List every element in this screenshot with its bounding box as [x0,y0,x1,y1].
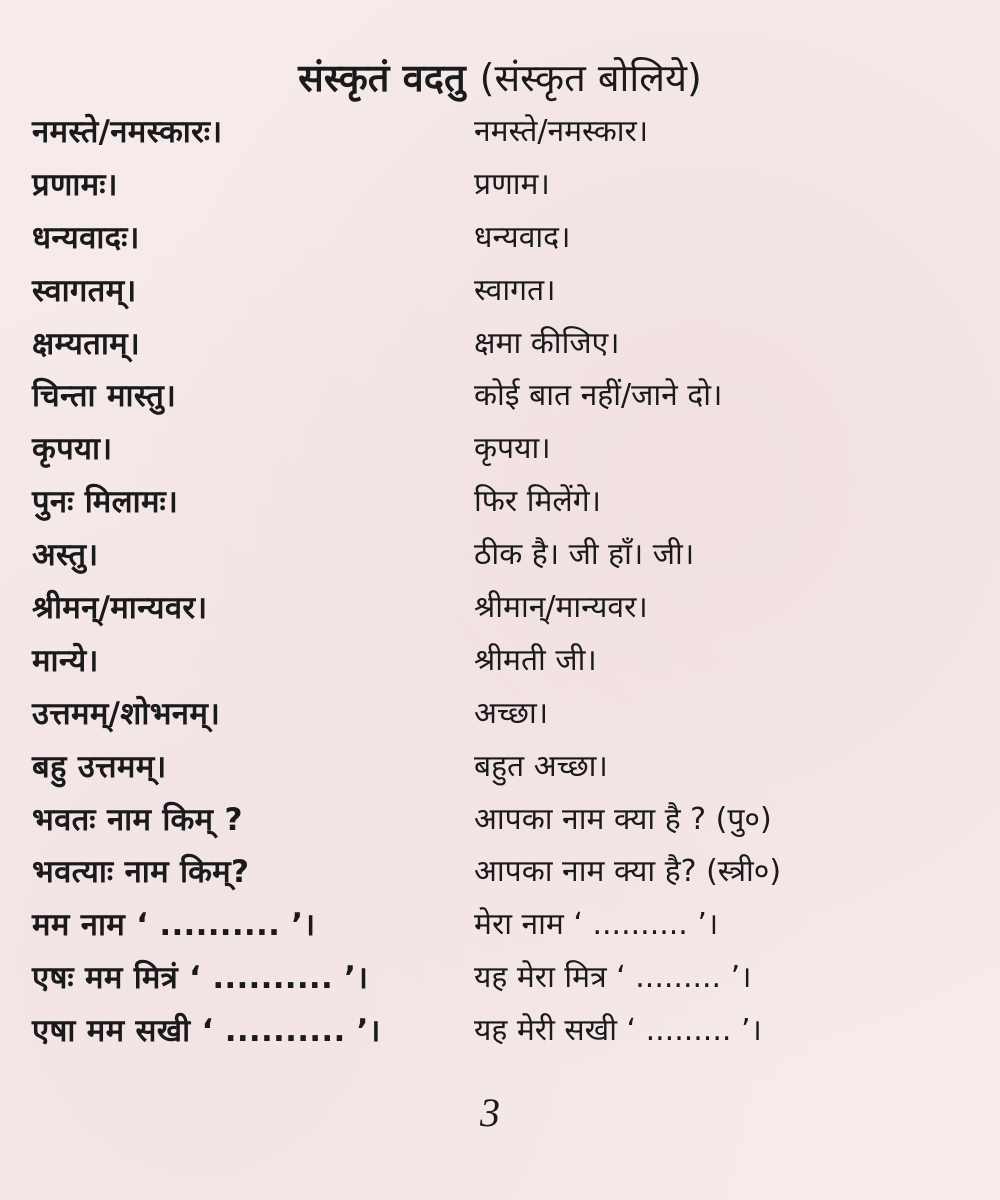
sanskrit-phrase: एषः मम मित्रं ‘ .......... ’। [32,960,369,997]
sanskrit-phrase: भवत्याः नाम किम्? [32,854,250,891]
phrase-row [0,741,1000,794]
hindi-translation: आपका नाम क्या है ? (पु०) [474,801,772,837]
phrase-row [0,265,1000,318]
sanskrit-phrase: श्रीमन्/मान्यवर। [32,590,208,627]
hindi-translation: बहुत अच्छा। [474,748,608,784]
hindi-translation: स्वागत। [474,272,556,308]
hindi-translation: कोई बात नहीं/जाने दो। [474,378,723,414]
phrase-row [0,794,1000,847]
sanskrit-phrase: अस्तु। [32,537,99,574]
heading-sanskrit: संस्कृतं वदतु [298,56,466,100]
page-number: 3 [480,1090,500,1135]
hindi-translation: नमस्ते/नमस्कार। [474,114,649,149]
hindi-translation: क्षमा कीजिए। [474,325,620,361]
phrase-row [0,370,1000,423]
sanskrit-phrase: बहु उत्तमम्। [32,748,167,785]
phrase-row [0,952,1000,1005]
phrase-row [0,846,1000,899]
phrase-row [0,159,1000,212]
phrase-row [0,106,1000,159]
hindi-translation: फिर मिलेंगे। [474,484,602,520]
sanskrit-phrase: चिन्ता मास्तु। [32,378,177,415]
hindi-translation: यह मेरी सखी ‘ ......... ’। [474,1013,762,1049]
sanskrit-phrase: स्वागतम्। [32,272,137,309]
page-heading [0,48,1000,108]
phrase-row [0,635,1000,688]
hindi-translation: श्रीमान्/मान्यवर। [474,590,648,626]
hindi-translation: कृपया। [474,431,551,467]
phrase-row [0,318,1000,371]
hindi-translation: ठीक है। जी हाँ। जी। [474,537,695,573]
sanskrit-phrase: क्षम्यताम्। [32,325,141,362]
phrase-row [0,899,1000,952]
phrase-row [0,212,1000,265]
sanskrit-phrase: भवतः नाम किम् ? [32,801,243,838]
sanskrit-phrase: एषा मम सखी ‘ .......... ’। [32,1013,381,1050]
sanskrit-phrase: कृपया। [32,431,113,468]
sanskrit-phrase: मम नाम ‘ .......... ’। [32,907,316,944]
hindi-translation: आपका नाम क्या है? (स्त्री०) [474,854,782,890]
phrase-row [0,529,1000,582]
sanskrit-phrase: उत्तमम्/शोभनम्। [32,695,221,732]
phrase-row [0,423,1000,476]
hindi-translation: प्रणाम। [474,166,550,202]
heading-hindi: (संस्कृत बोलिये) [479,56,702,100]
hindi-translation: मेरा नाम ‘ .......... ’। [474,907,719,943]
phrase-row [0,476,1000,529]
sanskrit-phrase: पुनः मिलामः। [32,484,179,521]
phrase-row [0,688,1000,741]
hindi-translation: यह मेरा मित्र ‘ ......... ’। [474,960,752,996]
hindi-translation: धन्यवाद। [474,219,571,255]
sanskrit-phrase: नमस्ते/नमस्कारः। [32,114,223,150]
phrase-list [0,106,1000,1058]
phrase-row [0,1005,1000,1058]
sanskrit-phrase: धन्यवादः। [32,219,140,256]
sanskrit-phrase: मान्ये। [32,642,99,679]
phrase-row [0,582,1000,635]
hindi-translation: अच्छा। [474,695,549,731]
sanskrit-phrase: प्रणामः। [32,166,118,203]
hindi-translation: श्रीमती जी। [474,642,597,678]
